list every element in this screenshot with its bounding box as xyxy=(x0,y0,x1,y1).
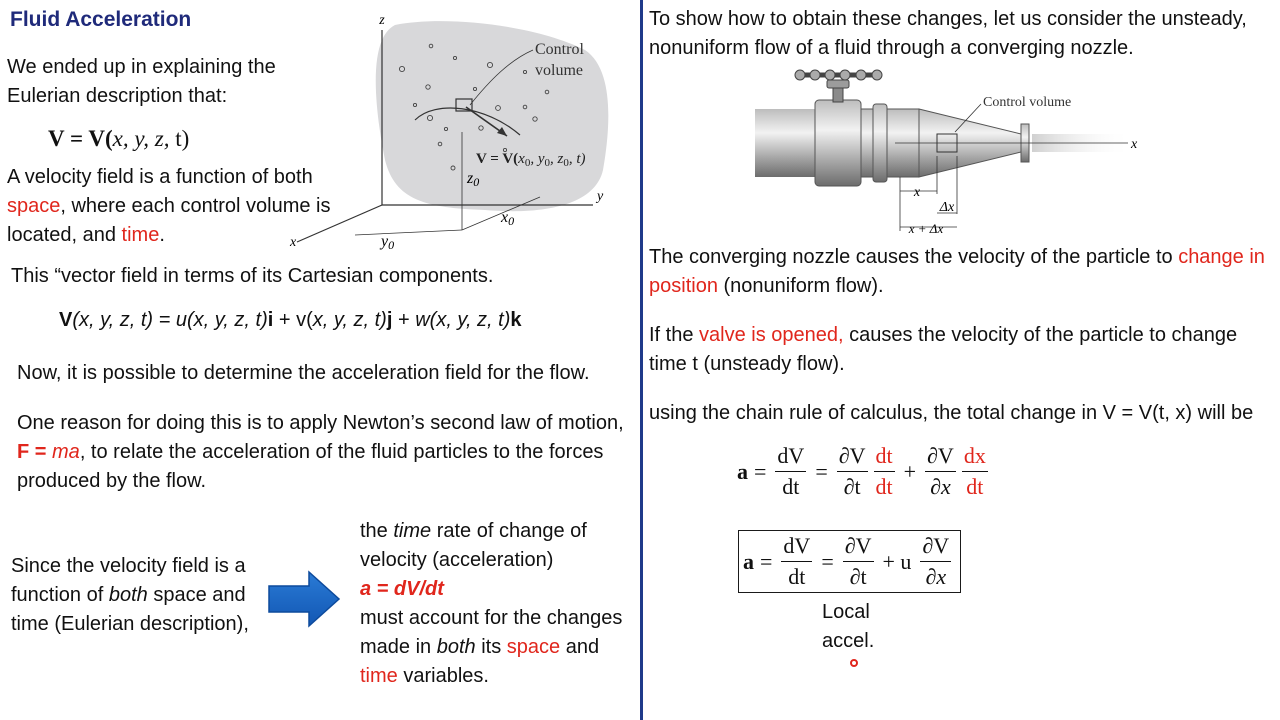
column-divider xyxy=(640,0,643,720)
comp-args1: (x, y, z, t) = xyxy=(72,309,176,331)
acceleration-equation-box xyxy=(738,530,961,593)
accel-field-text: Now, it is possible to determine the acceleration field for the flow. xyxy=(17,362,590,384)
eq1-dV-dt xyxy=(775,441,806,502)
fig2-x-dx-label: x + Δx xyxy=(908,221,944,236)
page-title: Fluid Acceleration xyxy=(10,8,192,31)
comp-close1: ) xyxy=(380,309,387,331)
fig1-eq-z: , z xyxy=(550,151,564,167)
since-line-3: time (Eulerian description), xyxy=(11,613,249,635)
nozzle-2-text: (nonuniform flow). xyxy=(717,275,884,297)
right-intro-2: nonuniform flow of a fluid through a converging nozzle. xyxy=(649,37,1134,59)
rate-line-1 xyxy=(360,517,622,546)
eq2-a: a xyxy=(743,548,754,574)
valve-line-1 xyxy=(649,321,1237,350)
eq2-pV2: ∂V xyxy=(920,531,951,562)
newton-ma: ma xyxy=(52,441,80,463)
eq2-dt: dt xyxy=(788,564,806,589)
comp-w: w xyxy=(415,309,430,331)
comp-args4: (x, y, z, t) xyxy=(429,309,511,331)
nozzle-position: position xyxy=(649,275,718,297)
fig1-y0-sub: 0 xyxy=(388,238,395,252)
since-text xyxy=(11,552,249,639)
intro-text xyxy=(7,53,276,111)
comp-u: u xyxy=(175,309,187,331)
comp-k: k xyxy=(510,309,522,331)
intro-line-2: Eulerian description that: xyxy=(7,85,228,107)
nozzle-1a: The converging nozzle causes the velocity of the particle to xyxy=(649,246,1179,268)
valve-line-2: time t (unsteady flow). xyxy=(649,353,845,375)
newton-text xyxy=(17,409,624,496)
right-intro xyxy=(649,5,1247,63)
comp-args2: (x, y, z, t) xyxy=(187,309,268,331)
fig1-y0-y: y xyxy=(381,233,389,250)
newton-line-2-text: , to relate the acceleration of the fluid particles to the forces xyxy=(79,441,604,463)
fig1-z-label: z xyxy=(379,13,385,28)
control-volume-figure xyxy=(285,10,625,255)
eq1-dx-num: dx xyxy=(962,441,988,472)
newton-line-1: One reason for doing this is to apply Newton’s second law of motion, xyxy=(17,412,624,434)
velocity-equation xyxy=(48,126,189,152)
nozzle-line-2 xyxy=(649,272,1265,301)
nozzle-figure xyxy=(745,64,1145,239)
comp-j: j xyxy=(386,309,393,331)
rate-equation: a = dV/dt xyxy=(360,578,444,600)
component-equation xyxy=(59,306,522,335)
eq1-pV-pt xyxy=(837,441,868,502)
fig1-eq-t: , t) xyxy=(568,151,586,167)
eq-v-t: t) xyxy=(175,126,190,151)
local-accel-line-2: accel. xyxy=(822,630,875,652)
fig1-z0-z: z xyxy=(467,170,474,187)
fig1-eq-y: , y xyxy=(530,151,545,167)
right-arrow-icon xyxy=(267,570,341,628)
comp-V: V xyxy=(59,309,73,331)
rate-line-5 xyxy=(360,662,622,691)
rate-line-4 xyxy=(360,633,622,662)
fig1-y-label: y xyxy=(597,189,604,204)
eq2-equals: = xyxy=(760,548,773,574)
fig2-dx-label: Δx xyxy=(939,200,955,215)
rate-line-2: velocity (acceleration) xyxy=(360,549,554,571)
eq1-dx-dt xyxy=(962,441,988,502)
vf-line-2-text: , where each control volume is xyxy=(60,195,331,217)
eq1-dx-den: dt xyxy=(966,474,984,499)
eq1-px: ∂x xyxy=(930,474,951,499)
eq1-dt-num: dt xyxy=(874,441,895,472)
fig1-x0-label xyxy=(500,209,514,228)
valve-1a: If the xyxy=(649,324,700,346)
fig1-y0-label xyxy=(379,233,394,252)
nozzle-line-1 xyxy=(649,243,1265,272)
eq2-plus-u: + u xyxy=(882,548,912,574)
eq2-equals-2: = xyxy=(821,548,834,574)
eq1-pV2: ∂V xyxy=(925,441,956,472)
eq1-pV-px xyxy=(925,441,956,502)
eq2-px: ∂x xyxy=(925,564,947,589)
eq2-pV-pt xyxy=(843,531,874,592)
intro-line-1: We ended up in explaining the xyxy=(7,56,276,78)
chain-rule-text: using the chain rule of calculus, the total change in V = V(t, x) will be xyxy=(649,402,1254,424)
fig1-eq-x0: 0 xyxy=(524,157,531,169)
since-line-1: Since the velocity field is a xyxy=(11,555,246,577)
since-2b: space and xyxy=(147,584,246,606)
rate-text xyxy=(360,517,622,691)
rate-4c: and xyxy=(560,636,600,658)
velocity-field-text xyxy=(7,163,331,250)
fig1-velocity-eq xyxy=(476,151,586,169)
eq1-dV: dV xyxy=(775,441,806,472)
since-2-both: both xyxy=(108,584,148,606)
rate-1-time: time xyxy=(393,520,432,542)
since-line-2 xyxy=(11,581,249,610)
fig1-eq-z0: 0 xyxy=(563,157,569,169)
nozzle-text xyxy=(649,243,1265,301)
eq1-a: a xyxy=(737,458,748,484)
fig1-z0-sub: 0 xyxy=(473,175,480,189)
local-accel-label xyxy=(822,598,874,656)
fig1-x0-sub: 0 xyxy=(508,214,515,228)
rate-4-space: space xyxy=(506,636,561,658)
valve-opened: valve is opened, xyxy=(699,324,844,346)
newton-F: F = xyxy=(17,441,53,463)
fig1-eq-v: V = V( xyxy=(476,151,519,167)
rate-1a: the xyxy=(360,520,394,542)
newton-line-2 xyxy=(17,438,624,467)
eq2-dV: dV xyxy=(781,531,812,562)
vector-field-text: This “vector field in terms of its Cartesian components. xyxy=(11,265,494,287)
comp-plus1: + v( xyxy=(273,309,313,331)
comp-i: i xyxy=(267,309,274,331)
vf-space: space xyxy=(7,195,61,217)
eq2-pV-px xyxy=(920,531,951,592)
since-2a: function of xyxy=(11,584,109,606)
eq1-pV: ∂V xyxy=(837,441,868,472)
eq1-pt: ∂t xyxy=(843,474,861,499)
valve-1b: causes the velocity of the particle to change xyxy=(843,324,1238,346)
nozzle-change-in: change in xyxy=(1178,246,1265,268)
eq1-equals: = xyxy=(754,458,767,484)
vf-line-1: A velocity field is a function of both xyxy=(7,166,313,188)
eq2-pV: ∂V xyxy=(843,531,874,562)
rate-line-3: must account for the changes xyxy=(360,607,623,629)
rate-1b: rate of change of xyxy=(431,520,587,542)
vf-line-2 xyxy=(7,192,331,221)
valve-text xyxy=(649,321,1237,379)
eq2-dV-dt xyxy=(781,531,812,592)
fig2-x-label: x xyxy=(913,185,921,200)
fig1-x-label: x xyxy=(290,235,297,250)
rate-4-both: both xyxy=(436,636,476,658)
vf-line-3-end: . xyxy=(159,224,165,246)
fig1-x0-x: x xyxy=(501,209,509,226)
rate-4a: made in xyxy=(360,636,437,658)
eq1-equals-2: = xyxy=(815,458,828,484)
fig1-control-label-2: volume xyxy=(535,62,583,79)
fig2-x-axis-label: x xyxy=(1131,137,1138,152)
local-accel-line-1: Local xyxy=(822,601,870,623)
eq1-dt: dt xyxy=(782,474,800,499)
rate-4b: its xyxy=(475,636,507,658)
comp-args3: x, y, z, t xyxy=(312,309,381,331)
newton-line-3: produced by the flow. xyxy=(17,470,207,492)
eq-v-args: x, y, z, xyxy=(112,126,170,151)
eq-v-label: V = V( xyxy=(48,126,113,151)
vf-line-3 xyxy=(7,221,331,250)
comp-plus2: + xyxy=(392,309,416,331)
eq1-dt-den: dt xyxy=(875,474,893,499)
fig1-eq-x: x xyxy=(518,151,525,167)
fig2-control-label: Control volume xyxy=(983,95,1072,110)
eq2-pt: ∂t xyxy=(849,564,867,589)
eq1-plus: + xyxy=(903,458,917,484)
vf-time: time xyxy=(121,224,160,246)
cursor-pointer-icon xyxy=(850,659,858,667)
right-intro-1: To show how to obtain these changes, let us consider the unsteady, xyxy=(649,8,1247,30)
fig1-eq-y0: 0 xyxy=(544,157,551,169)
chain-rule-equation xyxy=(737,441,991,502)
fig1-control-label-1: Control xyxy=(535,41,584,58)
rate-5-time: time xyxy=(360,665,398,687)
rate-5-text: variables. xyxy=(397,665,489,687)
vf-line-3-text: located, and xyxy=(7,224,122,246)
eq1-dt-dt xyxy=(874,441,895,502)
